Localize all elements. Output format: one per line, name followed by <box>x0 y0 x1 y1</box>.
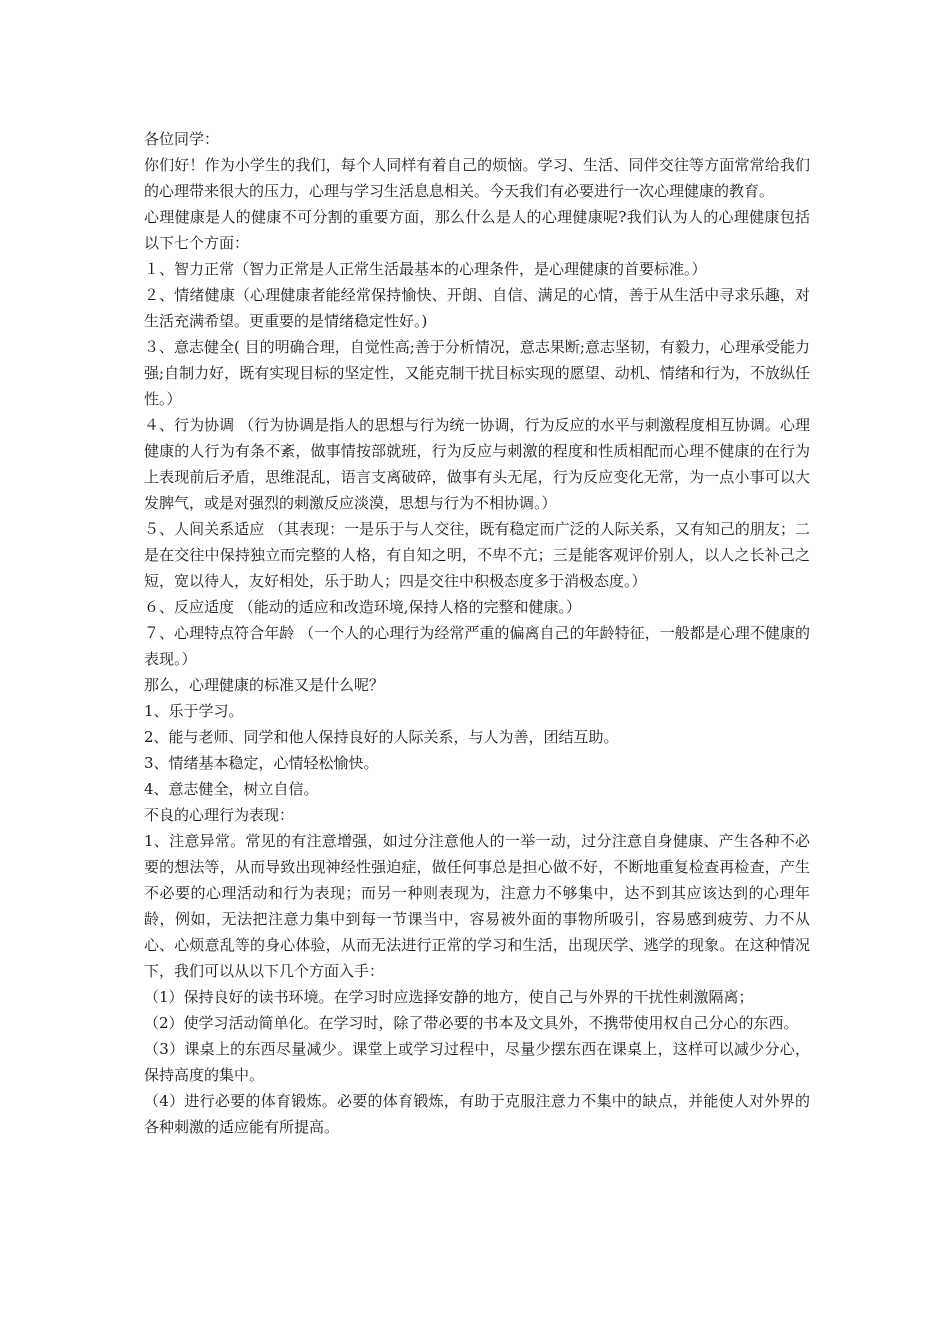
attention-abnormal-paragraph: 1、注意异常。常见的有注意增强，如过分注意他人的一举一动，过分注意自身健康、产生各种不必要的想法等，从而导致出现神经性强迫症，做任何事总是担心做不好，不断地重复检查再检查，产生不必要的心理活动和行为表现；而另一种则表现为，注意力不够集中，达不到其应该达到的心理年龄，例如，无法把注意力集中到每一节课当中，容易被外面的事物所吸引，容易感到疲劳、力不从心、心烦意乱等的身心体验，从而无法进行正常的学习和生活，出现厌学、逃学的现象。在这种情况下，我们可以从以下几个方面入手： <box>144 832 810 980</box>
standards-question: 那么，心理健康的标准又是什么呢？ <box>144 676 385 694</box>
tip-item-2: （2）使学习活动简单化。在学习时，除了带必要的书本及文具外，不携带使用权自己分心的东西。 <box>144 1014 799 1032</box>
aspect-item-1: １、智力正常（智力正常是人正常生活最基本的心理条件，是心理健康的首要标准。） <box>144 260 707 278</box>
tip-item-4: （4）进行必要的体育锻炼。必要的体育锻炼，有助于克服注意力不集中的缺点，并能使人对外界的各种刺激的适应能有所提高。 <box>144 1092 810 1136</box>
bad-behavior-heading: 不良的心理行为表现： <box>144 806 295 824</box>
intro-paragraph: 你们好！作为小学生的我们，每个人同样有着自己的烦恼。学习、生活、同伴交往等方面常常给我们的心理带来很大的压力，心理与学习生活息息相关。今天我们有必要进行一次心理健康的教育。 <box>144 156 810 200</box>
tip-item-1: （1）保持良好的读书环境。在学习时应选择安静的地方，使自己与外界的干扰性刺激隔离； <box>144 988 754 1006</box>
tip-item-3: （3）课桌上的东西尽量减少。课堂上或学习过程中，尽量少摆东西在课桌上，这样可以减少分心，保持高度的集中。 <box>144 1040 810 1084</box>
standard-item-4: 4、意志健全，树立自信。 <box>144 780 319 798</box>
aspect-item-7: ７、心理特点符合年龄 （一个人的心理行为经常严重的偏离自己的年龄特征，一般都是心理不健康的表现。） <box>144 624 810 668</box>
salutation: 各位同学： <box>144 130 220 148</box>
aspect-item-4: ４、行为协调 （行为协调是指人的思想与行为统一协调，行为反应的水平与刺激程度相互协调。心理健康的人行为有条不紊，做事情按部就班，行为反应与刺激的程度和性质相配而心理不健康的在行为上表现前后矛盾，思维混乱，语言支离破碎，做事有头无尾，行为反应变化无常，为一点小事可以大发脾气，或是对强烈的刺激反应淡漠，思想与行为不相协调。） <box>144 416 810 512</box>
definition-paragraph: 心理健康是人的健康不可分割的重要方面，那么什么是人的心理健康呢?我们认为人的心理健康包括以下七个方面： <box>144 208 810 252</box>
standard-item-1: 1、乐于学习。 <box>144 702 244 720</box>
standard-item-3: 3、情绪基本稳定，心情轻松愉快。 <box>144 754 379 772</box>
aspect-item-2: ２、情绪健康（心理健康者能经常保持愉快、开朗、自信、满足的心情，善于从生活中寻求乐趣，对生活充满希望。更重要的是情绪稳定性好。) <box>144 286 810 330</box>
aspect-item-5: ５、人间关系适应 （其表现：一是乐于与人交往，既有稳定而广泛的人际关系，又有知己的朋友；二是在交往中保持独立而完整的人格，有自知之明，不卑不亢；三是能客观评价别人，以人之长补己之短，宽以待人，友好相处，乐于助人；四是交往中积极态度多于消极态度。） <box>144 520 810 590</box>
aspect-item-3: ３、意志健全( 目的明确合理，自觉性高;善于分析情况，意志果断;意志坚韧，有毅力，心理承受能力强;自制力好，既有实现目标的坚定性，又能克制干扰目标实现的愿望、动机、情绪和行为，不放纵任性。） <box>144 338 810 408</box>
document-page <box>144 126 810 1140</box>
standard-item-2: 2、能与老师、同学和他人保持良好的人际关系，与人为善，团结互助。 <box>144 728 619 746</box>
aspect-item-6: ６、反应适度 （能动的适应和改造环境,保持人格的完整和健康。） <box>144 598 582 616</box>
